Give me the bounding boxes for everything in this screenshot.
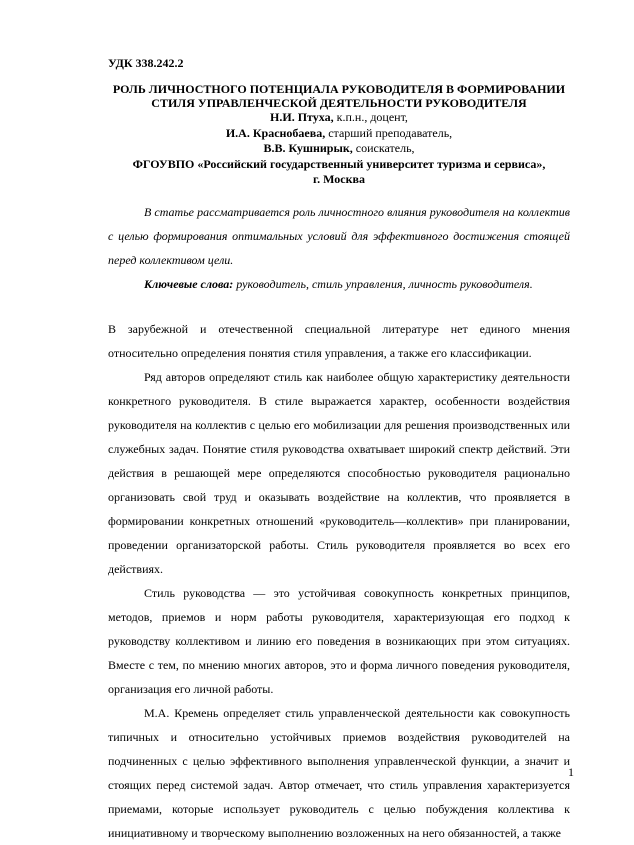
body-paragraph-3: Стиль руководства — это устойчивая совокупность конкретных принципов, методов, приемов и норм работы руководителя, характеризующая его подход к руководству коллективом и линию его поведения в возникающих при этом ситуациях. Вместе с тем, по мнению многих авторов, это и форма личного поведения руководителя, организация его личной работы.	[108, 585, 570, 696]
author-2-role: старший преподаватель,	[325, 125, 453, 140]
author-3	[108, 141, 570, 157]
city: г. Москва	[313, 172, 365, 186]
article-title-line-2: СТИЛЯ УПРАВЛЕНЧЕСКОЙ ДЕЯТЕЛЬНОСТИ РУКОВОДИТЕЛЯ	[151, 96, 527, 110]
author-1	[108, 110, 570, 126]
document-page	[108, 56, 570, 845]
keywords	[108, 272, 570, 296]
article-title-line-1: РОЛЬ ЛИЧНОСТНОГО ПОТЕНЦИАЛА РУКОВОДИТЕЛЯ В ФОРМИРОВАНИИ	[112, 82, 566, 96]
body-paragraph-2: Ряд авторов определяют стиль как наиболее общую характеристику деятельности конкретного руководителя. В стиле выражается характер, особенности воздействия руководителя на коллектив с целью его мобилизации для решения производственных или служебных задач. Понятие стиля руководства охватывает широкий спектр действий. Эти действия в решающей мере определяются способностью руководителя рационально организовать свой труд и оказывать воздействие на коллектив, что проявляется в формировании конкретных отношений «руководитель—коллектив» при планировании, проведении организаторской работы. Стиль руководителя проявляется во всех его действиях.	[108, 369, 570, 576]
article-body	[108, 317, 570, 845]
body-paragraph-1: В зарубежной и отечественной специальной литературе нет единого мнения относительно определения понятия стиля управления, а также его классификации.	[108, 321, 570, 360]
body-paragraph-4: М.А. Кремень определяет стиль управленческой деятельности как совокупность типичных и относительно устойчивых приемов воздействия руководителей на подчиненных с целью эффективного выполнения управленческой функции, а значит и стоящих перед системой задач. Автор отмечает, что стиль управления характеризуется приемами, которые использует руководитель с целью побуждения коллектива к инициативному и творческому выполнению возложенных на него обязанностей, а также	[108, 705, 570, 840]
author-3-role: соискатель,	[352, 141, 415, 155]
author-2	[108, 126, 570, 142]
page-number: 1	[568, 765, 574, 779]
author-1-role: к.п.н., доцент,	[333, 110, 408, 124]
keywords-text: руководитель, стиль управления, личность руководителя.	[233, 276, 533, 291]
abstract: В статье рассматривается роль личностного влияния руководителя на коллектив с целью формирования оптимальных условий для эффективного достижения стоящей перед коллективом цели.	[108, 204, 570, 267]
author-3-name: В.В. Кушнирык,	[263, 141, 353, 155]
author-2-name: И.А. Краснобаева,	[225, 125, 326, 140]
keywords-label: Ключевые слова:	[144, 276, 234, 291]
udk-code: УДК 338.242.2	[108, 56, 184, 70]
affiliation: ФГОУВПО «Российский государственный университет туризма и сервиса»,	[132, 156, 546, 171]
author-1-name: Н.И. Птуха,	[270, 110, 334, 124]
